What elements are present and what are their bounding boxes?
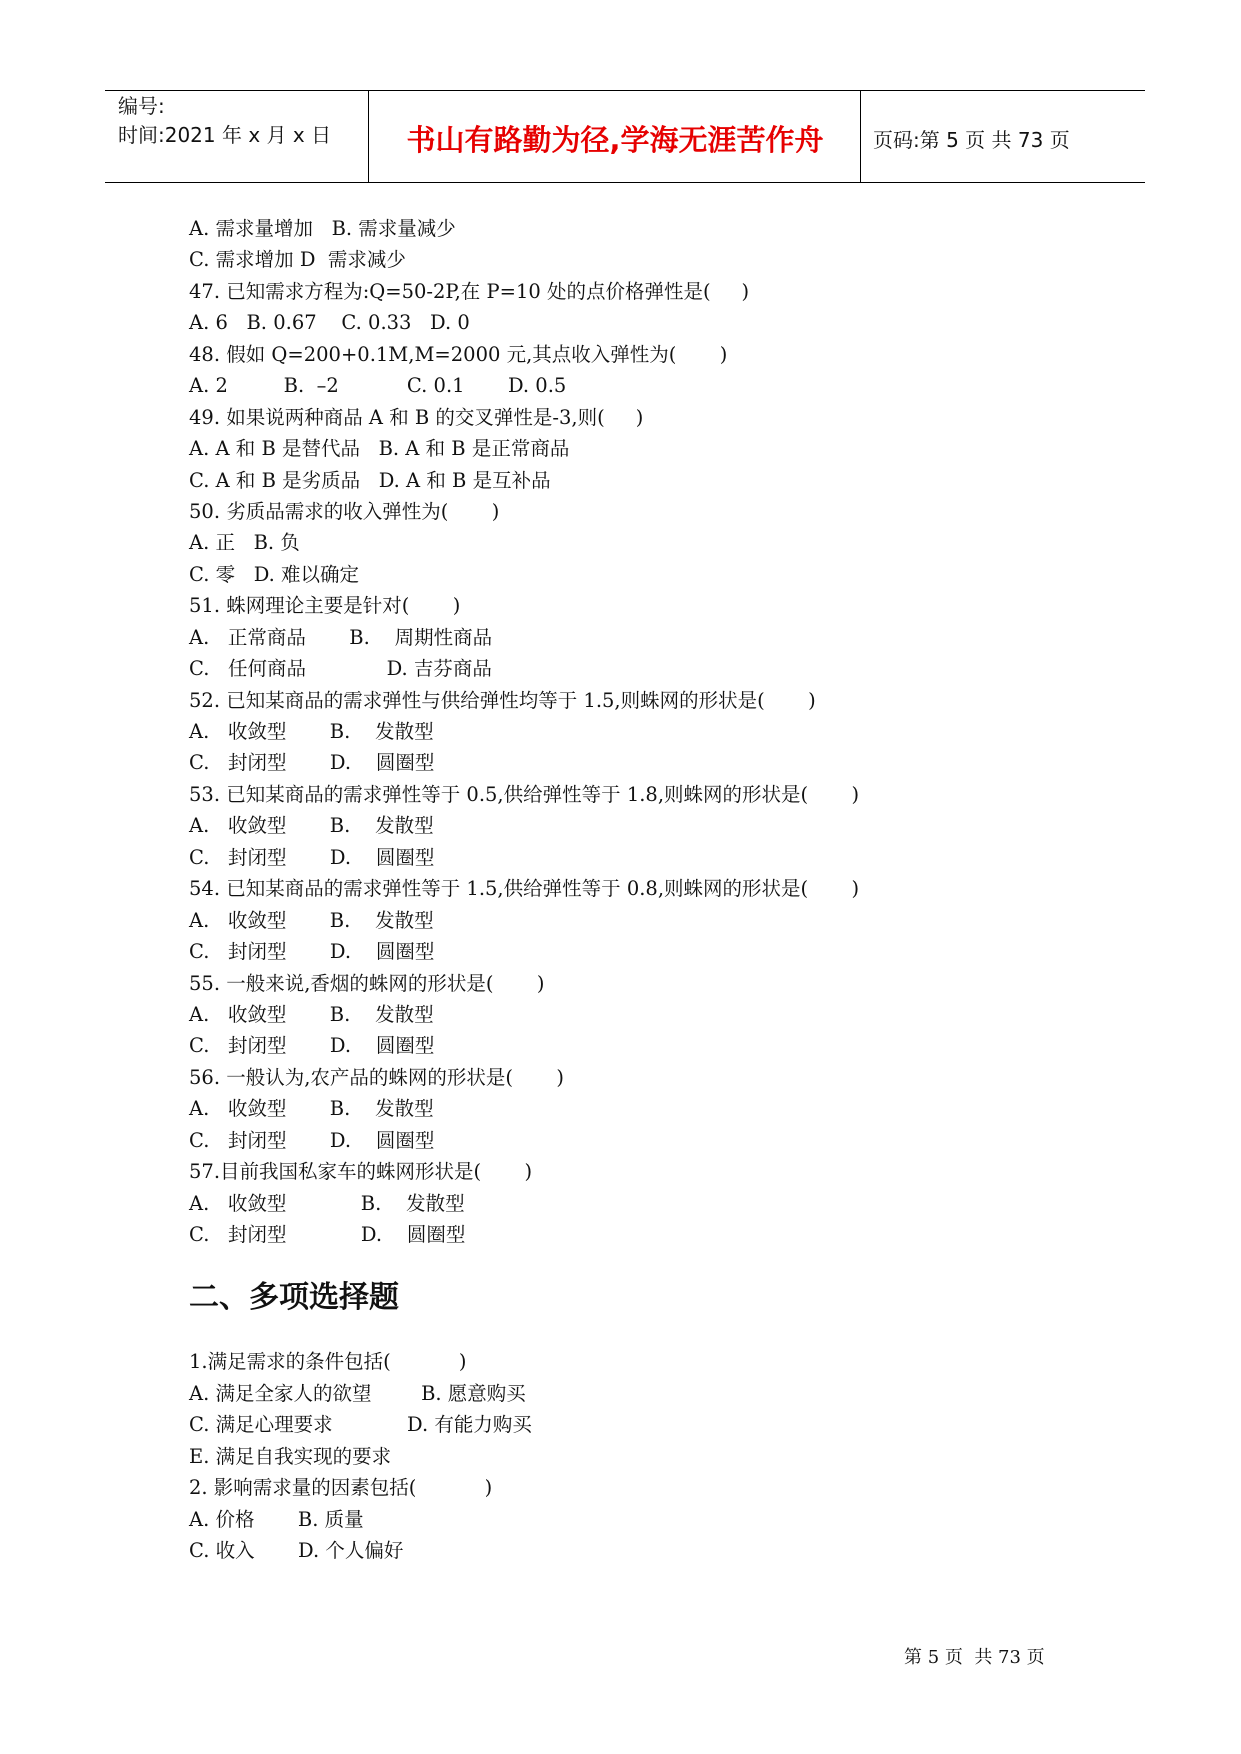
question-line: 51. 蛛网理论主要是针对( ) bbox=[189, 594, 461, 618]
question-line: 48. 假如 Q=200+0.1M,M=2000 元,其点收入弹性为( ) bbox=[189, 342, 728, 366]
question-line: 57.目前我国私家车的蛛网形状是( ) bbox=[189, 1160, 533, 1184]
question-line: 52. 已知某商品的需求弹性与供给弹性均等于 1.5,则蛛网的形状是( ) bbox=[189, 688, 816, 712]
question-line: C. A 和 B 是劣质品 D. A 和 B 是互补品 bbox=[189, 468, 551, 492]
question-line: C. 封闭型 D. 圆圈型 bbox=[189, 1034, 435, 1058]
question-line: 50. 劣质品需求的收入弹性为( ) bbox=[189, 499, 500, 523]
section-title: 二、多项选择题 bbox=[189, 1280, 399, 1316]
question-line: A. 收敛型 B. 发散型 bbox=[189, 1191, 465, 1215]
serial-label: 编号: bbox=[118, 94, 165, 118]
question-line: 1.满足需求的条件包括( ) bbox=[189, 1350, 467, 1374]
question-line: C. 封闭型 D. 圆圈型 bbox=[189, 940, 435, 964]
question-line: C. 任何商品 D. 吉芬商品 bbox=[189, 657, 492, 681]
question-line: C. 需求增加 D 需求减少 bbox=[189, 248, 406, 272]
header-meta bbox=[118, 92, 331, 150]
question-line: A. 6 B. 0.67 C. 0.33 D. 0 bbox=[189, 311, 470, 335]
page-footer: 第 5 页 共 73 页 bbox=[904, 1647, 1045, 1668]
header-divider-left bbox=[368, 90, 369, 183]
header-bottom-rule bbox=[105, 182, 1145, 183]
question-line: 49. 如果说两种商品 A 和 B 的交叉弹性是-3,则( ) bbox=[189, 405, 644, 429]
question-line: E. 满足自我实现的要求 bbox=[189, 1444, 392, 1468]
question-line: A. 需求量增加 B. 需求量减少 bbox=[189, 217, 456, 240]
question-line: A. 收敛型 B. 发散型 bbox=[189, 908, 434, 932]
header-divider-right bbox=[860, 90, 861, 183]
multiple-choice-questions bbox=[189, 1346, 1089, 1566]
question-line: 47. 已知需求方程为:Q=50-2P,在 P=10 处的点价格弹性是( ) bbox=[189, 279, 750, 303]
header-motto: 书山有路勤为径,学海无涯苦作舟 bbox=[406, 123, 824, 157]
question-line: C. 零 D. 难以确定 bbox=[189, 562, 360, 586]
question-line: A. 2 B. –2 C. 0.1 D. 0.5 bbox=[189, 374, 567, 398]
question-line: 2. 影响需求量的因素包括( ) bbox=[189, 1476, 493, 1500]
question-line: 55. 一般来说,香烟的蛛网的形状是( ) bbox=[189, 971, 545, 995]
question-line: A. 正常商品 B. 周期性商品 bbox=[189, 625, 493, 649]
question-line: 56. 一般认为,农产品的蛛网的形状是( ) bbox=[189, 1065, 565, 1089]
question-line: C. 封闭型 D. 圆圈型 bbox=[189, 845, 435, 869]
question-line: C. 封闭型 D. 圆圈型 bbox=[189, 1223, 466, 1246]
question-line: A. 正 B. 负 bbox=[189, 531, 300, 555]
question-line: A. 收敛型 B. 发散型 bbox=[189, 1097, 434, 1121]
single-choice-questions bbox=[189, 213, 1089, 1250]
question-line: C. 满足心理要求 D. 有能力购买 bbox=[189, 1413, 532, 1437]
header-page-info: 页码:第 5 页 共 73 页 bbox=[873, 128, 1070, 152]
question-line: A. 收敛型 B. 发散型 bbox=[189, 1002, 434, 1026]
time-label: 时间:2021 年 x 月 x 日 bbox=[118, 123, 332, 147]
question-line: 54. 已知某商品的需求弹性等于 1.5,供给弹性等于 0.8,则蛛网的形状是( ) bbox=[189, 877, 860, 901]
question-line: A. A 和 B 是替代品 B. A 和 B 是正常商品 bbox=[189, 437, 570, 461]
document-body bbox=[189, 213, 1089, 1567]
question-line: A. 收敛型 B. 发散型 bbox=[189, 720, 434, 743]
question-line: C. 收入 D. 个人偏好 bbox=[189, 1539, 404, 1563]
question-line: A. 价格 B. 质量 bbox=[189, 1507, 364, 1531]
header-top-rule bbox=[105, 90, 1145, 91]
question-line: A. 收敛型 B. 发散型 bbox=[189, 814, 434, 838]
question-line: C. 封闭型 D. 圆圈型 bbox=[189, 1128, 435, 1152]
question-line: A. 满足全家人的欲望 B. 愿意购买 bbox=[189, 1381, 526, 1405]
question-line: 53. 已知某商品的需求弹性等于 0.5,供给弹性等于 1.8,则蛛网的形状是( ) bbox=[189, 782, 860, 806]
question-line: C. 封闭型 D. 圆圈型 bbox=[189, 751, 435, 775]
